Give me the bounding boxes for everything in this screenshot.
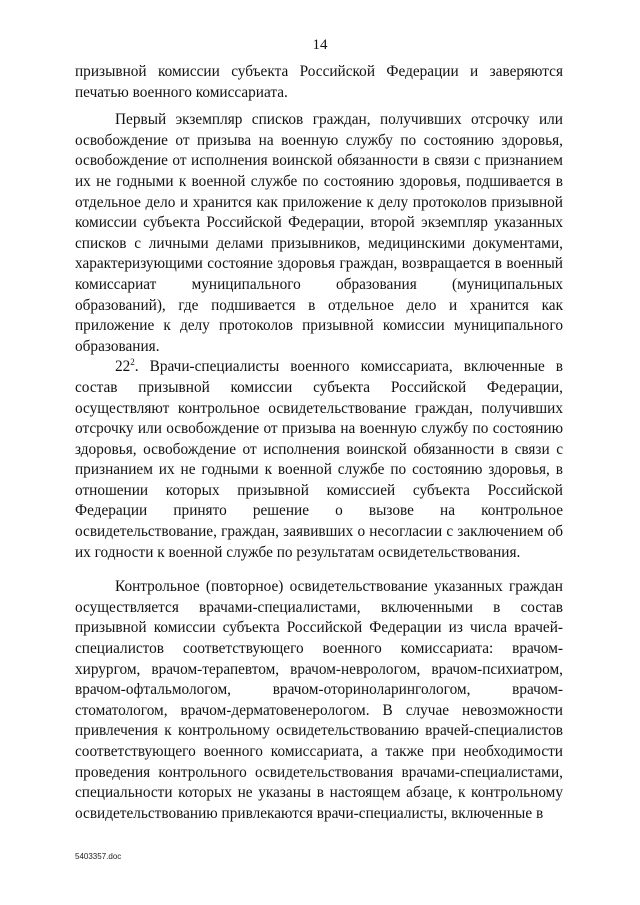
document-body xyxy=(75,62,563,824)
clause-number: 22 xyxy=(115,358,131,376)
paragraph-control-examination: Контрольное (повторное) освидетельствование указанных граждан осуществляется врачами-специалистами, включенными в состав призывной комиссии субъекта Российской Федерации из числа врачей-специалистов соответствующего военного комиссариата: врачом-хирургом, врачом-терапевтом, врачом-неврологом, врачом-психиатром, врачом-офтальмологом, врачом-оториноларингологом, врачом-стоматологом, врачом-дерматовенерологом. В случае невозможности привлечения к контрольному освидетельствованию врачей-специалистов соответствующего военного комиссариата, а также при необходимости проведения контрольного освидетельствования врачами-специалистами, специальности которых не указаны в настоящем абзаце, к контрольному освидетельствованию привлекаются врачи-специалисты, включенные в xyxy=(75,578,563,822)
paragraph-clause-22-2 xyxy=(75,357,563,563)
clause-superscript: 2 xyxy=(130,357,135,368)
file-name-footer: 5403357.doc xyxy=(75,852,122,861)
paragraph-continuation: призывной комиссии субъекта Российской Федерации и заверяются печатью военного комиссариата. xyxy=(75,63,563,101)
clause-text: Врачи-специалисты военного комиссариата, включенные в состав призывной комиссии субъекта Российской Федерации, осуществляют контрольное освидетельствование граждан, получивших отсрочку или освобождение от призыва на военную службу по состоянию здоровья, освобождение от исполнения воинской обязанности в связи с признанием их не годными к военной службе по состоянию здоровья, в отношении которых призывной комиссией субъекта Российской Федерации принято решение о вызове на контрольное освидетельствование, граждан, заявивших о несогласии с заключением об их годности к военной службе по результатам освидетельствования. xyxy=(75,358,563,561)
clause-number-suffix: . xyxy=(134,358,139,376)
paragraph-lists-storage: Первый экземпляр списков граждан, получивших отсрочку или освобождение от призыва на военную службу по состоянию здоровья, освобождение от исполнения воинской обязанности в связи с признанием их не годными к военной службе по состоянию здоровья, подшивается в отдельное дело и хранится как приложение к делу протоколов призывной комиссии субъекта Российской Федерации, второй экземпляр указанных списков с личными делами призывников, медицинскими документами, характеризующими состояние здоровья граждан, возвращается в военный комиссариат муниципального образования (муниципальных образований), где подшивается в отдельное дело и хранится как приложение к делу протоколов призывной комиссии муниципального образования. xyxy=(75,111,563,355)
page-number: 14 xyxy=(312,37,328,53)
